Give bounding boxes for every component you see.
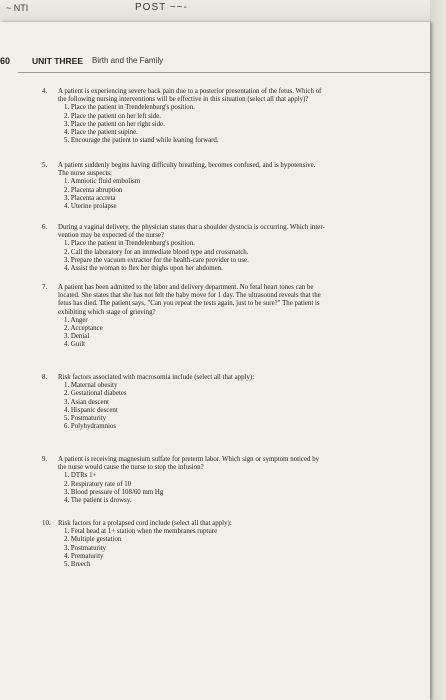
question-stem-line: A patient has been admitted to the labor and delivery department. No fetal heart tones can be	[58, 284, 314, 291]
answer-option: 2. Respiratory rate of 10	[64, 480, 132, 488]
answer-option: 4. Prematurity	[64, 552, 104, 560]
answer-option: 3. Placenta accreta	[64, 194, 116, 202]
question-stem-line: A patient suddenly begins having difficulty breathing, becomes confused, and is hypotensive.	[58, 162, 316, 169]
answer-option: 2. Acceptance	[64, 325, 103, 333]
answer-option: 3. Postmaturity	[64, 544, 107, 552]
answer-option: 2. Place the patient on her left side.	[64, 112, 162, 120]
answer-option: 2. Call the laboratory for an immediate blood type and crossmatch.	[64, 248, 249, 256]
book-page	[0, 22, 430, 700]
answer-option: 3. Asian descent	[64, 398, 109, 406]
answer-option: 4. Guilt	[64, 341, 86, 349]
top-center-scrap: POST ~~-	[135, 2, 188, 13]
question-number: 5.	[42, 162, 48, 169]
answer-option: 4. The patient is drowsy.	[64, 497, 132, 505]
answer-option: 4. Hispanic descent	[64, 406, 118, 414]
question-stem-line: fetus has died. The patient says, "Can you repeat the tests again, just to be sure?" The patient is	[58, 300, 320, 308]
answer-option: 1. Place the patient in Trendelenburg's position.	[64, 240, 195, 248]
answer-option: 1. Place the patient in Trendelenburg's position.	[64, 104, 195, 112]
answer-option: 5. Encourage the patient to stand while leaning forward.	[64, 137, 219, 145]
question-stem-line: exhibiting which stage of grieving?	[58, 308, 156, 316]
answer-option: 3. Blood pressure of 108/60 mm Hg	[64, 488, 164, 496]
answer-option: 3. Prepare the vacuum extractor for the health-care provider to use.	[64, 256, 249, 264]
answer-option: 1. Amniotic fluid embolism	[64, 178, 141, 186]
question-number: 7.	[42, 284, 48, 291]
answer-option: 1. Fetal head at 1+ station when the membranes rupture	[64, 528, 218, 536]
question-stem-line: Risk factors associated with macrosomia include (select all that apply):	[58, 374, 255, 381]
question-5	[42, 162, 378, 211]
question-9	[42, 456, 378, 505]
answer-option: 6. Polyhydramnios	[64, 423, 117, 431]
answer-option: 1. Maternal obesity	[64, 382, 118, 390]
question-4	[42, 88, 378, 145]
question-stem-line: Risk factors for a prolapsed cord include (select all that apply):	[58, 520, 232, 527]
question-stem-line: vention may be expected of the nurse?	[58, 232, 164, 240]
question-number: 8.	[42, 374, 48, 381]
top-edge	[0, 0, 446, 22]
right-page-edge	[430, 0, 446, 700]
page-number: 60	[0, 56, 11, 66]
answer-option: 3. Place the patient on her right side.	[64, 120, 165, 128]
header-rule	[18, 72, 430, 73]
answer-option: 5. Postmaturity	[64, 415, 107, 423]
answer-option: 2. Gestational diabetes	[64, 390, 127, 398]
question-7	[42, 284, 378, 350]
question-number: 10.	[42, 520, 51, 527]
answer-option: 2. Multiple gestation	[64, 536, 122, 544]
question-stem-line: A patient is experiencing severe back pain due to a posterior presentation of the fetus. Which of	[58, 88, 322, 95]
top-left-scrap: ~ NTI	[6, 3, 29, 13]
unit-title: UNIT THREE	[32, 56, 83, 66]
answer-option: 1. DTRs 1+	[64, 472, 97, 480]
question-stem-line: During a vaginal delivery, the physician states that a shoulder dystocia is occurring. Which inter-	[58, 224, 325, 231]
answer-option: 3. Denial	[64, 333, 90, 341]
question-8	[42, 374, 378, 431]
question-stem-line: the nurse would cause the nurse to stop the infusion?	[58, 464, 204, 472]
answer-option: 1. Anger	[64, 316, 88, 324]
answer-option: 4. Assist the woman to flex her thighs upon her abdomen.	[64, 265, 223, 273]
question-stem-line: A patient is receiving magnesium sulfate for preterm labor. Which sign or symptom noticed by	[58, 456, 320, 463]
question-number: 4.	[42, 88, 48, 95]
answer-option: 4. Place the patient supine.	[64, 129, 138, 137]
question-stem-line: located. She states that she has not felt the baby move for 1 day. The ultrasound reveals that the	[58, 292, 321, 300]
answer-option: 5. Breech	[64, 561, 91, 569]
question-number: 6.	[42, 224, 48, 231]
question-number: 9.	[42, 456, 48, 463]
question-6	[42, 224, 378, 273]
unit-subtitle: Birth and the Family	[92, 56, 164, 65]
question-10	[42, 520, 378, 569]
answer-option: 4. Uterine prolapse	[64, 203, 117, 211]
answer-option: 2. Placenta abruption	[64, 186, 123, 194]
question-stem-line: The nurse suspects:	[58, 170, 112, 178]
question-stem-line: the following nursing interventions will be effective in this situation (select all that apply)?	[58, 96, 309, 104]
